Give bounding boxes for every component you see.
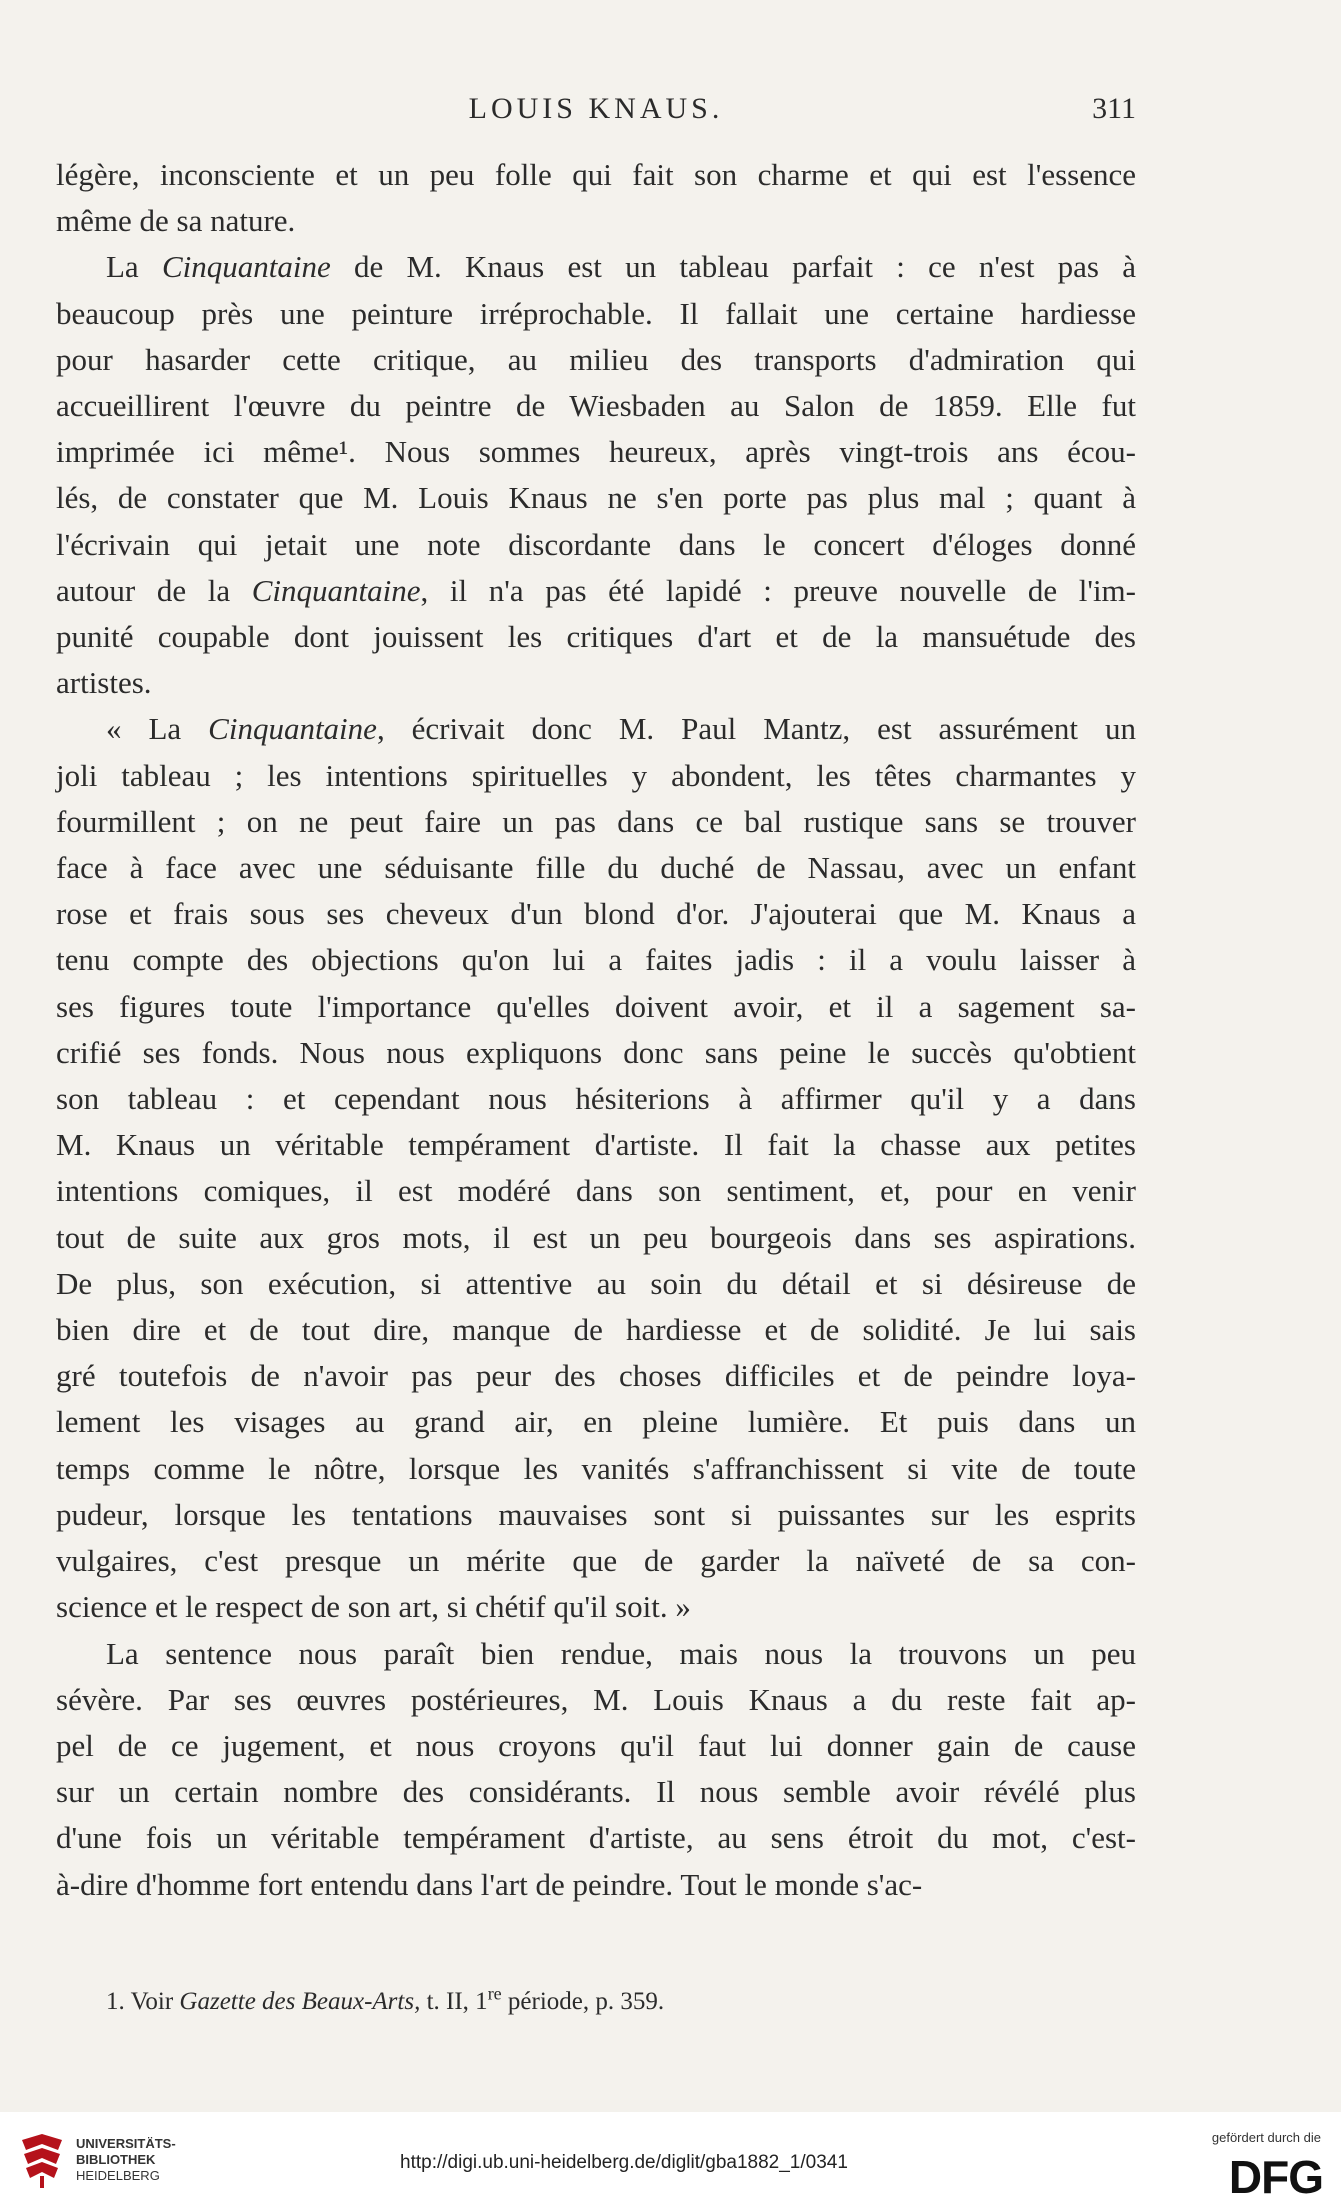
text-line: pel de ce jugement, et nous croyons qu'il faut lui donner gain de cause (56, 1727, 1136, 1763)
text-line: beaucoup près une peinture irréprochable. Il fallait une certaine hardiesse (56, 295, 1136, 331)
text-line: La sentence nous paraît bien rendue, mais nous la trouvons un peu (106, 1635, 1136, 1671)
text-line: La Cinquantaine de M. Knaus est un tableau parfait : ce n'est pas à (106, 249, 1136, 285)
text-line: accueillirent l'œuvre du peintre de Wiesbaden au Salon de 1859. Elle fut (56, 388, 1136, 424)
library-name-line3: HEIDELBERG (76, 2168, 160, 2183)
text-line: lés, de constater que M. Louis Knaus ne s'en porte pas plus mal ; quant à (56, 480, 1136, 516)
text-line: ses figures toute l'importance qu'elles doivent avoir, et il a sagement sa- (56, 988, 1136, 1024)
library-logo-icon (14, 2130, 70, 2190)
footnote-number: 1. (106, 1988, 125, 2015)
text-line: punité coupable dont jouissent les critiques d'art et de la mansuétude des (56, 619, 1136, 655)
footnote (106, 1983, 1006, 2016)
text-line: pour hasarder cette critique, au milieu des transports d'admiration qui (56, 341, 1136, 377)
text-line: « La Cinquantaine, écrivait donc M. Paul Mantz, est assurément un (106, 711, 1136, 747)
footnote-journal-title: Gazette des Beaux-Arts, (179, 1988, 421, 2015)
library-name-line2: BIBLIOTHEK (76, 2152, 156, 2167)
text-line: tout de suite aux gros mots, il est un peu bourgeois dans ses aspirations. (56, 1219, 1136, 1255)
text-line: vulgaires, c'est presque un mérite que de garder la naïveté de sa con- (56, 1543, 1136, 1579)
library-name (76, 2136, 176, 2184)
text-line: sur un certain nombre des considérants. Il nous semble avoir révélé plus (56, 1774, 1136, 1810)
text-line: d'une fois un véritable tempérament d'artiste, au sens étroit du mot, c'est- (56, 1820, 1136, 1856)
text-line: lement les visages au grand air, en pleine lumière. Et puis dans un (56, 1404, 1136, 1440)
text-line: autour de la Cinquantaine, il n'a pas été lapidé : preuve nouvelle de l'im- (56, 572, 1136, 608)
digitization-footer (0, 2112, 1341, 2209)
text-line: même de sa nature. (56, 203, 296, 239)
text-line: artistes. (56, 665, 152, 701)
text-line: sévère. Par ses œuvres postérieures, M. Louis Knaus a du reste fait ap- (56, 1681, 1136, 1717)
text-line: gré toutefois de n'avoir pas peur des choses difficiles et de peindre loya- (56, 1358, 1136, 1394)
text-line: fourmillent ; on ne peut faire un pas dans ce bal rustique sans se trouver (56, 803, 1136, 839)
text-line: l'écrivain qui jetait une note discordante dans le concert d'éloges donné (56, 526, 1136, 562)
text-line: joli tableau ; les intentions spirituelles y abondent, les têtes charmantes y (56, 757, 1136, 793)
footnote-text-after: t. II, 1 (420, 1988, 488, 2015)
text-line: son tableau : et cependant nous hésiterions à affirmer qu'il y a dans (56, 1081, 1136, 1117)
text-line: face à face avec une séduisante fille du duché de Nassau, avec un enfant (56, 850, 1136, 886)
text-line: science et le respect de son art, si chétif qu'il soit. » (56, 1589, 691, 1625)
sponsor-caption: gefördert durch die (1211, 2130, 1321, 2145)
text-line: bien dire et de tout dire, manque de hardiesse et de solidité. Je lui sais (56, 1312, 1136, 1348)
page-number: 311 (1092, 92, 1136, 125)
text-line: rose et frais sous ses cheveux d'un blond d'or. J'ajouterai que M. Knaus a (56, 896, 1136, 932)
text-line: à-dire d'homme fort entendu dans l'art de peindre. Tout le monde s'ac- (56, 1866, 923, 1902)
footnote-superscript: re (487, 1983, 502, 2004)
text-line: imprimée ici même¹. Nous sommes heureux, après vingt-trois ans écou- (56, 434, 1136, 470)
text-line: tenu compte des objections qu'on lui a faites jadis : il a voulu laisser à (56, 942, 1136, 978)
text-line: De plus, son exécution, si attentive au soin du détail et si désireuse de (56, 1265, 1136, 1301)
footnote-text-end: période, p. 359. (501, 1988, 665, 2015)
running-head (56, 92, 1136, 132)
text-line: pudeur, lorsque les tentations mauvaises sont si puissantes sur les esprits (56, 1496, 1136, 1532)
running-head-title: LOUIS KNAUS. (468, 92, 724, 125)
dfg-logo: DFG (1228, 2151, 1323, 2203)
permalink-url[interactable]: http://digi.ub.uni-heidelberg.de/diglit/gba1882_1/0341 (400, 2152, 848, 2173)
body-text (56, 152, 1136, 1908)
library-name-line1: UNIVERSITÄTS- (76, 2136, 176, 2151)
text-line: intentions comiques, il est modéré dans son sentiment, et, pour en venir (56, 1173, 1136, 1209)
text-line: crifié ses fonds. Nous nous expliquons donc sans peine le succès qu'obtient (56, 1034, 1136, 1070)
text-line: M. Knaus un véritable tempérament d'artiste. Il fait la chasse aux petites (56, 1127, 1136, 1163)
text-line: temps comme le nôtre, lorsque les vanités s'affranchissent si vite de toute (56, 1450, 1136, 1486)
text-line: légère, inconsciente et un peu folle qui fait son charme et qui est l'essence (56, 157, 1136, 192)
footnote-text-before: Voir (130, 1988, 180, 2015)
